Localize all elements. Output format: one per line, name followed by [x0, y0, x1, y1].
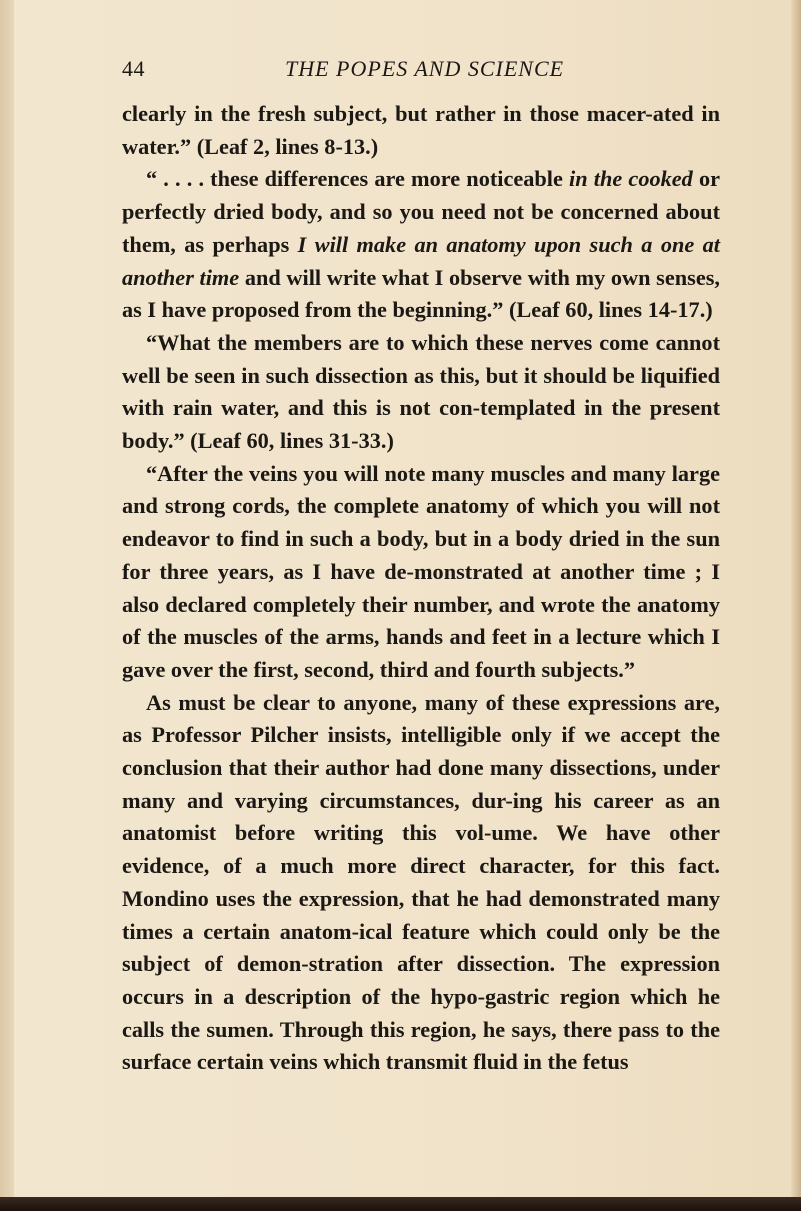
text-segment: and will write what I observe with my own senses, as I have proposed from the beginning.” (Leaf 60, lines 14-17.): [122, 264, 720, 323]
text-segment: “ . . . . these differences are more noticeable: [146, 166, 570, 192]
page-number: 44: [122, 56, 145, 81]
running-title: THE POPES AND SCIENCE: [285, 56, 565, 81]
italic-segment: I will make an anatomy upon such a one at another time: [122, 231, 720, 290]
running-head: [122, 56, 717, 86]
text-segment: clearly in the fresh subject, but rather in those macer-ated in water.” (Leaf 2, lines 8-13.): [122, 101, 720, 159]
paragraph-4: [122, 458, 720, 687]
page-edge: [791, 0, 801, 1211]
paragraph-5: [122, 687, 720, 1079]
bottom-edge: [0, 1197, 801, 1211]
italic-segment: in the cooked: [569, 166, 693, 192]
paragraph-2: [122, 163, 720, 327]
paragraph-3: [122, 327, 720, 458]
paragraph-1: [122, 98, 720, 163]
binding-edge: [0, 0, 14, 1211]
body-text: [122, 98, 720, 1079]
text-segment: or perfectly dried body, and so you need not be concerned about them, as perhaps: [122, 166, 721, 257]
text-segment: “What the members are to which these nerves come cannot well be seen in such dissection as this, but it should be liquified with rain water, and this is not con-templated in the present body.” (Leaf 60, lines 31-33.): [122, 329, 720, 454]
text-segment: “After the veins you will note many muscles and many large and strong cords, the complete anatomy of which you will not endeavor to find in such a body, but in a body dried in the sun for three years, as I have de-monstrated at another time ; I also declared completely their number, and wrote the anatomy of the muscles of the arms, hands and feet in a lecture which I gave over the first, second, third and fourth subjects.”: [122, 460, 720, 682]
text-segment: As must be clear to anyone, many of these expressions are, as Professor Pilcher insists, intelligible only if we accept the conclusion that their author had done many dissections, under many and varying circumstances, dur-ing his career as an anatomist before writing this vol-ume. We have other evidence, of a much more direct character, for this fact. Mondino uses the expression, that he had demonstrated many times a certain anatom-ical feature which could only be the subject of demon-stration after dissection. The expression occurs in a description of the hypo-gastric region which he calls the sumen. Through this region, he says, there pass to the surface certain veins which transmit fluid in the fetus: [122, 689, 720, 1075]
